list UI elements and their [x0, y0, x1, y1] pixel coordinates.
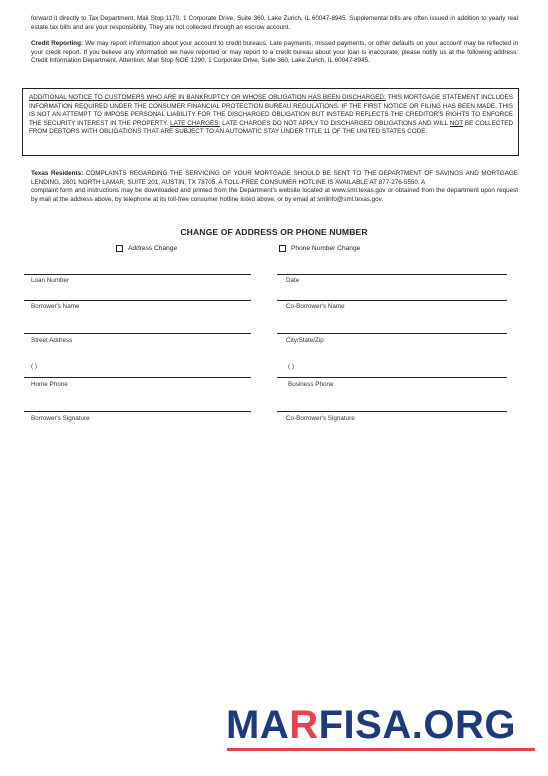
notice-body-3: BE COLLECTED FROM DEBTORS WITH OBLIGATIONS THAT ARE SUBJECT TO AN AUTOMATIC STAY UNDER TITLE 11 OF THE UNITED STATES CODE.	[29, 119, 514, 136]
coborrower-name-label: Co-Borrower's Name	[286, 303, 345, 310]
city-state-zip-line[interactable]	[277, 333, 507, 334]
bankruptcy-notice-text	[29, 94, 513, 137]
city-state-zip-label: City/State/Zip	[286, 337, 324, 344]
coborrower-signature-label: Co-Borrower's Signature	[286, 415, 355, 422]
borrower-name-label: Borrower's Name	[31, 303, 80, 310]
date-label: Date	[286, 277, 300, 284]
texas-text-2: complaint form and instructions may be downloaded and printed from the Department's website located at www.sml.texas.gov or obtained from the department upon request by mail at the address above, by telephone at its toll-free consumer hotline listed above, or by email at smlinfo@sml.texas.gov.	[31, 187, 518, 203]
address-change-checkbox[interactable]	[116, 245, 123, 252]
notice-heading: ADDITIONAL NOTICE TO CUSTOMERS WHO ARE IN BANKRUPTCY OR WHOSE OBLIGATION HAS BEEN DISCHARGED:	[29, 94, 386, 101]
texas-title: Texas Residents:	[31, 170, 84, 177]
credit-reporting-paragraph	[31, 40, 518, 66]
business-area-code: ( )	[288, 363, 294, 370]
borrower-signature-label: Borrower's Signature	[31, 415, 90, 422]
business-phone-label: Business Phone	[288, 381, 334, 388]
marfisa-logo: MARFISA.ORG	[226, 703, 516, 747]
coborrower-signature-line[interactable]	[277, 411, 507, 412]
phone-change-option[interactable]	[279, 245, 360, 252]
tax-paragraph: forward it directly to Tax Department, Mail Stop 1170, 1 Corporate Drive, Suite 360, Lake Zurich, IL 60047-8945. Supplemental bills are often issued in addition to yearly real estate tax bills and are your responsibility. They are not collected through an escrow account.	[31, 15, 518, 31]
notice-body-1: THIS MORTGAGE STATEMENT INCLUDES INFORMATION REQUIRED UNDER THE CONSUMER FINANCIAL PROTECTION BUREAU REGULATIONS. IF THE FIRST NOTICE OR FILING HAS BEEN MADE, THIS IS NOT AN ATTEMPT TO IMPOSE PERSONAL LIABILITY FOR THE DISCHARGED OBLIGATION BUT INSTEAD REFLECTS THE CREDITOR'S RIGHTS TO ENFORCE THE SECURITY INTEREST IN THE PROPERTY.	[29, 94, 513, 127]
borrower-name-line[interactable]	[24, 300, 251, 301]
credit-reporting-text: We may report information about your account to credit bureaus. Late payments, missed payments, or other defaults on your account may be reflected in your credit report. If you believe any information we have reported or may report to a credit bureau about your loan is inaccurate, please notify us at the following address: Credit Information Department, Attention: Mail Stop NOE 1290, 1 Corporate Drive, Suite 360, Lake Zurich, IL 60047-8945.	[31, 40, 518, 65]
phone-change-checkbox[interactable]	[279, 245, 286, 252]
form-title: CHANGE OF ADDRESS OR PHONE NUMBER	[180, 227, 368, 237]
loan-number-label: Loan Number	[31, 277, 70, 284]
bankruptcy-notice-box	[22, 88, 519, 156]
coborrower-name-line[interactable]	[277, 300, 507, 301]
address-change-option[interactable]	[116, 245, 177, 252]
home-area-code: ( )	[31, 363, 37, 370]
credit-reporting-title: Credit Reporting:	[31, 40, 84, 47]
business-phone-line[interactable]	[277, 377, 507, 378]
borrower-signature-line[interactable]	[24, 411, 251, 412]
street-address-line[interactable]	[24, 333, 251, 334]
home-phone-label: Home Phone	[31, 381, 68, 388]
phone-change-label: Phone Number Change	[291, 245, 361, 252]
late-charges-label: LATE CHARGES:	[170, 119, 221, 127]
notice-body-2: LATE CHARGES DO NOT APPLY TO DISCHARGED OBLIGATIONS AND WILL	[220, 119, 450, 127]
street-address-label: Street Address	[31, 337, 73, 344]
not-word: NOT	[449, 119, 463, 127]
address-change-label: Address Change	[128, 245, 178, 252]
texas-text: COMPLAINTS REGARDING THE SERVICING OF YOUR MORTGAGE SHOULD BE SENT TO THE DEPARTMENT OF SAVINGS AND MORTGAGE LENDING, 2601 NORTH LAMAR, SUITE 201, AUSTIN, TX 78705. A TOLL-FREE CONSUMER HOTLINE IS AVAILABLE AT 877-276-5550. A	[31, 170, 519, 186]
date-line[interactable]	[277, 274, 507, 275]
logo-underline	[227, 748, 535, 751]
home-phone-line[interactable]	[24, 377, 251, 378]
loan-number-line[interactable]	[24, 274, 251, 275]
texas-paragraph	[31, 170, 518, 204]
